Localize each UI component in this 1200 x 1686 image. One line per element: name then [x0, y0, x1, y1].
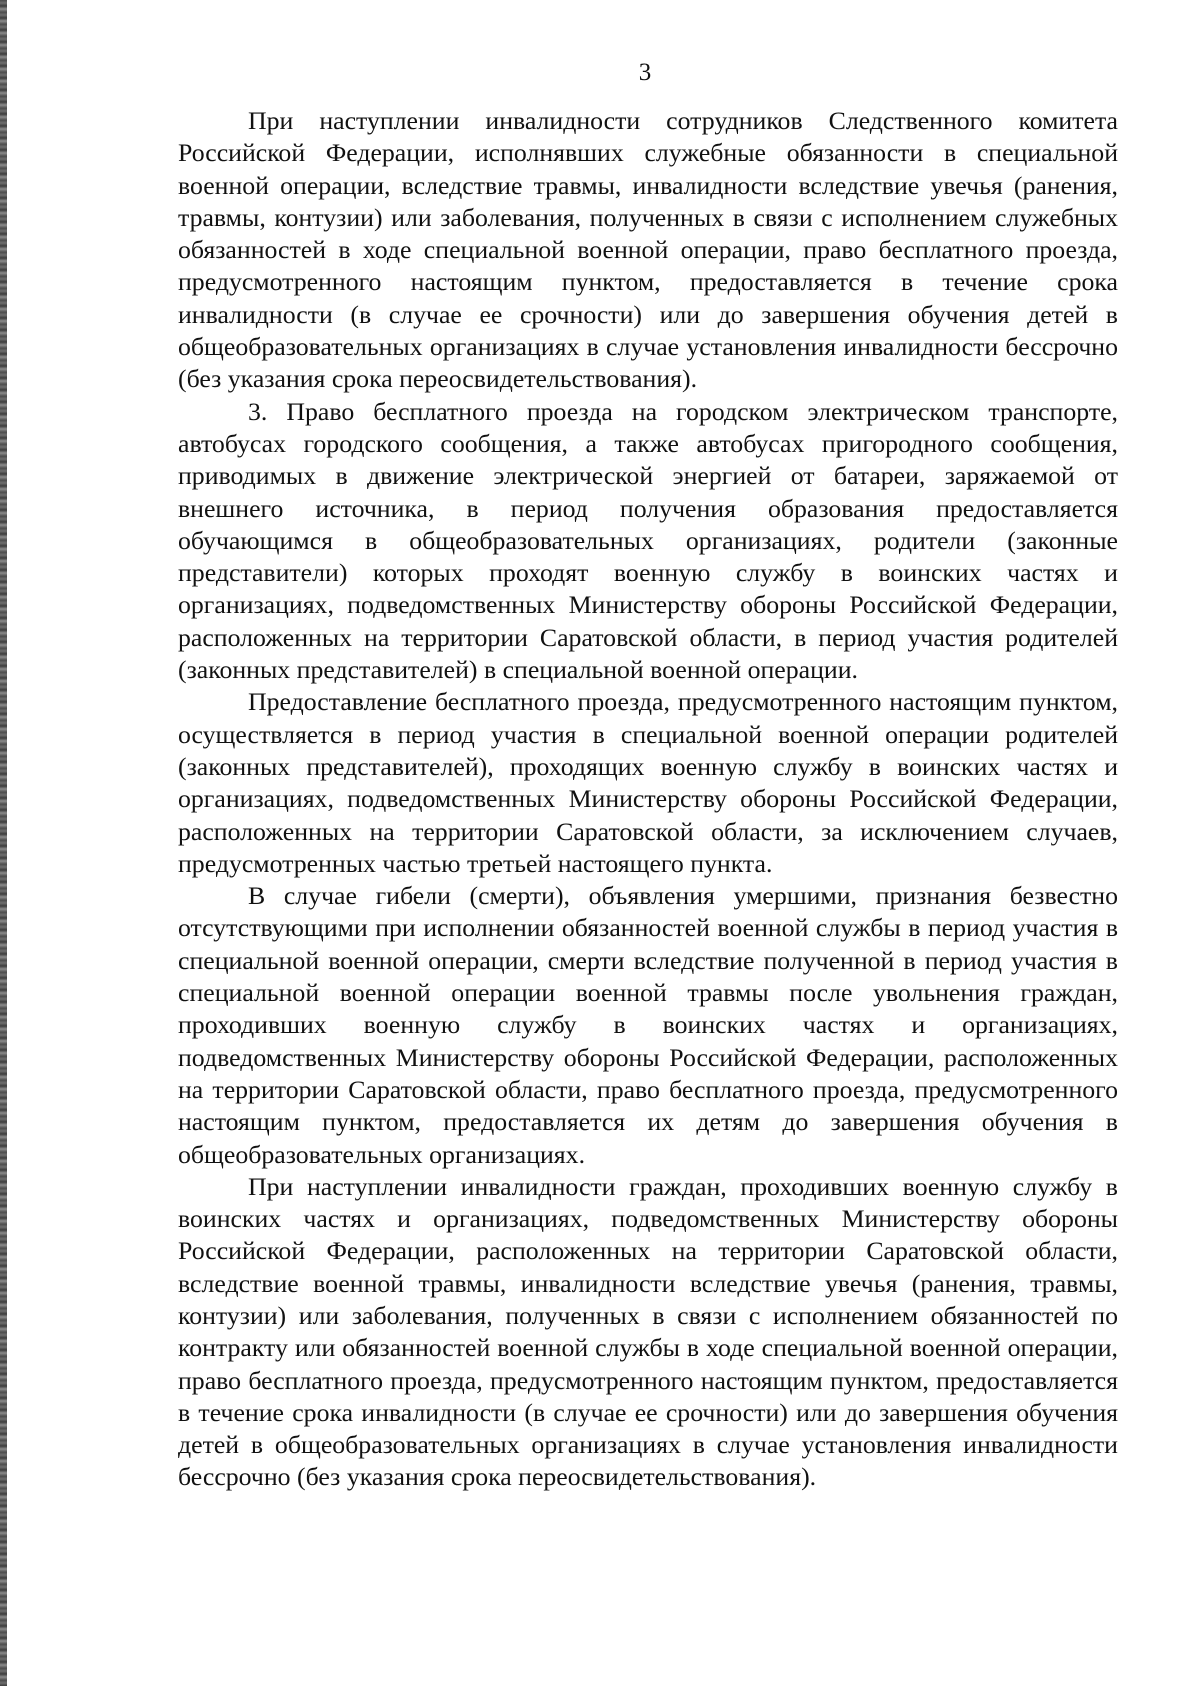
- scan-edge: [0, 0, 7, 1686]
- paragraph-2: 3. Право бесплатного проезда на городском электрическом транспорте, автобусах городского сообщения, а также автобусах пригородного сообщения, приводимых в движение электрической энергией от батареи, заряжаемой от внешнего источника, в период получения образования предоставляется обучающимся в общеобразовательных организациях, родители (законные представители) которых проходят военную службу в воинских частях и организациях, подведомственных Министерству обороны Российской Федерации, расположенных на территории Саратовской области, в период участия родителей (законных представителей) в специальной военной операции.: [178, 396, 1118, 685]
- paragraph-1: При наступлении инвалидности сотрудников Следственного комитета Российской Федерации, исполнявших служебные обязанности в специальной военной операции, вследствие травмы, инвалидности вследствие увечья (ранения, травмы, контузии) или заболевания, полученных в связи с исполнением служебных обязанностей в ходе специальной военной операции, право бесплатного проезда, предусмотренного настоящим пунктом, предоставляется в течение срока инвалидности (в случае ее срочности) или до завершения обучения детей в общеобразовательных организациях в случае установления инвалидности бессрочно (без указания срока переосвидетельствования).: [178, 106, 1118, 394]
- page-number: 3: [638, 59, 652, 86]
- paragraph-3: Предоставление бесплатного проезда, предусмотренного настоящим пунктом, осуществляется в период участия в специальной военной операции родителей (законных представителей), проходящих военную службу в воинских частях и организациях, подведомственных Министерству обороны Российской Федерации, расположенных на территории Саратовской области, за исключением случаев, предусмотренных частью третьей настоящего пункта.: [178, 687, 1118, 878]
- document-body: [178, 105, 1118, 1494]
- paragraph-5: При наступлении инвалидности граждан, проходивших военную службу в воинских частях и организациях, подведомственных Министерству обороны Российской Федерации, расположенных на территории Саратовской области, вследствие военной травмы, инвалидности вследствие увечья (ранения, травмы, контузии) или заболевания, полученных в связи с исполнением обязанностей по контракту или обязанностей военной службы в ходе специальной военной операции, право бесплатного проезда, предусмотренного настоящим пунктом, предоставляется в течение срока инвалидности (в случае ее срочности) или до завершения обучения детей в общеобразовательных организациях в случае установления инвалидности бессрочно (без указания срока переосвидетельствования).: [178, 1171, 1118, 1492]
- paragraph-4: В случае гибели (смерти), объявления умершими, признания безвестно отсутствующими при исполнении обязанностей военной службы в период участия в специальной военной операции, смерти вследствие полученной в период участия в специальной военной операции военной травмы после увольнения граждан, проходивших военную службу в воинских частях и организациях, подведомственных Министерству обороны Российской Федерации, расположенных на территории Саратовской области, право бесплатного проезда, предусмотренного настоящим пунктом, предоставляется их детям до завершения обучения в общеобразовательных организациях.: [178, 881, 1118, 1169]
